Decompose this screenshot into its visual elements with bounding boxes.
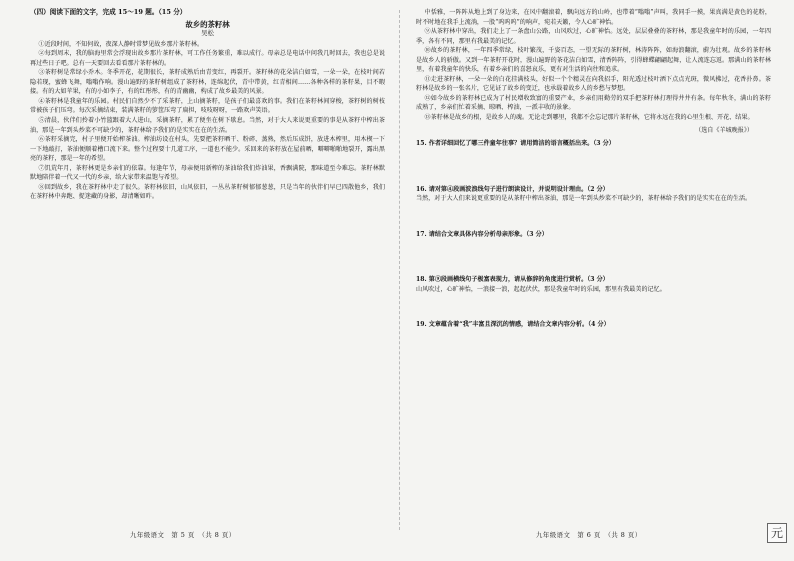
paragraph: ④茶籽林是我童年的乐园。村民们自然少不了采茶籽，上山摘茶籽，是孩子们最喜欢的事。我们在茶籽林间穿梭，茶籽树的树枝常被孩子们压弯。每次采摘结束，装满茶籽的箩筐压弯了扁担，吱吱呀呀，一路欢声笑语。 (30, 97, 385, 115)
page-footer-left: 九年级语文 第 5 页 （共 8 页） (130, 531, 236, 539)
corner-stamp: 元 (767, 523, 787, 543)
question-label: 19. 文章蕴含着“我”丰富且深沉的情感，请结合文章内容分析。（4 分） (416, 321, 610, 329)
question-list (416, 139, 771, 330)
question-quote: 山风吹过，心旷神怡，一浪接一浪，起起伏伏，那是我童年时的乐园，那里有我最美的记忆。 (416, 285, 666, 293)
paragraph: ⑬茶籽林是故乡的根，是故乡人的魂。无论走到哪里，我都不会忘记那片茶籽林，它将永远在我的心里生根、开花、结果。 (424, 114, 754, 122)
answer-space[interactable] (416, 239, 771, 275)
answer-space[interactable] (416, 294, 771, 320)
article-author: 吴松 (201, 29, 214, 38)
question-label: 18. 第⑨段画横线句子极富表现力，请从修辞的角度进行赏析。（3 分） (416, 276, 609, 284)
paragraph: ⑫如今故乡的茶籽林已成为了村民增收致富的重要产业，乡亲们用勤劳的双手把茶籽林打理得井井有条。每年秋冬，满山的茶籽成熟了，乡亲们忙着采摘、晾晒、榨油，一派丰收的景象。 (416, 94, 771, 112)
paragraph: ②每到周末，我的脑海里常会浮现出故乡那片茶籽林，可工作任务繁重，难以成行。母亲总是电话中问我几时回去，我也总是说再过些日子吧。总有一天要回去看看那片茶籽林的。 (30, 50, 385, 67)
article-title: 故乡的茶籽林 (185, 19, 230, 29)
question-label: 16. 请对第④段画波浪线句子进行朗读设计，并说明设计理由。（2 分） (416, 185, 609, 193)
paragraph: ⑩故乡的茶籽林，一年四季常绿，枝叶繁茂，千姿百态，一望无际的茶籽树，林涛阵阵，如海浪翻滚，蔚为壮观。故乡的茶籽林是故乡人的骄傲。又到一年茶籽开花时，漫山遍野的茶花洁白如雪，清香阵阵，引得蜂蝶翩翩起舞，让人流连忘返。那满山的茶籽林里，有着我童年的快乐，有着乡亲们的喜怒哀乐，更有对生活的向往和追求。 (416, 47, 771, 74)
question-label: 15. 作者详细回忆了哪三件童年往事？请用简洁的语言概括出来。（3 分） (416, 140, 615, 148)
paragraph: ①近段时间，不知何故，夜深人静时常梦见故乡那片茶籽林。 (38, 40, 204, 48)
paragraph: ⑨从茶籽林中穿出，我们走上了一条盘山公路，山风吹过，心旷神怡。远处，层层叠叠的茶籽林，那是我童年时的乐园，一年四季，各有不同，那里有我最美的记忆。 (416, 28, 771, 45)
column-divider (399, 10, 400, 530)
right-column (416, 8, 771, 330)
paragraph: ⑥茶籽采摘完，村子里便开始榨茶油。榨油坊设在村头，先要把茶籽晒干、粉碎、蒸熟，然后压成饼，放进木榨里，用木楔一下一下地敲打，茶油便顺着槽口流下来。整个过程要十几道工序，一道也不能少。采回来的茶籽放在屋前晒，噼噼啪啪地裂开，露出黑亮的茶籽，那是一年的希望。 (30, 136, 385, 163)
paragraph: ⑦饥荒年月，茶籽林更是乡亲们的依靠。每逢年节，母亲便用新榨的茶油给我们炸油果，香飘满院，那味道至今难忘。茶籽林默默地陪伴着一代又一代的乡亲，给大家带来温饱与希望。 (30, 164, 385, 182)
question-label: 17. 请结合文章具体内容分析母亲形象。（3 分） (416, 230, 548, 238)
paragraph: 中恬雅，一阵阵从地上到了身边来，在风中翻滚着，飘向远方的山岭，也带着“嗡嗡”声叫，我同手一摸，果真满是黄色的花粉，时不时地在我手上流淌，一股“呜呜呜”的响声，宛若天籁，令人心旷神怡。 (416, 9, 771, 26)
page-footer-right: 九年级语文 第 6 页 （共 8 页） (536, 531, 642, 539)
paragraph: ⑧回到故乡，我在茶籽林中走了很久。茶籽林依旧，山风依旧，一丛丛茶籽树郁郁葱葱，只是当年的伙伴们早已四散他乡，我们在茶籽林中奔跑、捉迷藏的身影，却清晰如昨。 (30, 183, 385, 201)
article-source: （选自《羊城晚报》） (695, 126, 753, 134)
paragraph: ⑪走进茶籽林，一朵一朵的白花挂满枝头，好似一个个精灵在向我招手，阳光透过枝叶洒下点点光斑，微风拂过，花香扑鼻。茶籽林是故乡的一张名片，它见证了故乡的变迁，也承载着故乡人的乡愁与梦想。 (416, 75, 771, 93)
left-paragraphs (30, 40, 385, 202)
left-column (30, 8, 385, 202)
right-paragraphs (416, 8, 771, 123)
paragraph: ③茶籽树是常绿小乔木。冬季开花，花期很长，茶籽成熟后由青变红，再裂开。茶籽林的花朵洁白如雪，一朵一朵，在枝叶间若隐若现，蜜蜂飞舞，嗡嗡作响。漫山遍野的茶籽树组成了茶籽林，连绵起伏，青中带黄，红青相间……各种各样的茶籽果，目不暇接。有的大如苹果，有的小如李子，有的红彤彤，有的青幽幽，构成了故乡最美的风景。 (30, 69, 385, 96)
answer-space[interactable] (416, 204, 771, 230)
section-heading: （四）阅读下面的文字，完成 15～19 题。（15 分） (30, 8, 187, 16)
answer-space[interactable] (416, 149, 771, 185)
question-quote: 当然，对于大人们来说更重要的是从茶籽中榨出茶油，那是一年到头炒菜不可缺少的，茶籽林给予我们的是实实在在的生活。 (416, 195, 752, 203)
paragraph: ⑤清晨，伙伴们拎着小竹篮跟着大人进山，采摘茶籽，累了便坐在树下歇息。当然，对于大人来说更重要的事是从茶籽中榨出茶油，那是一年到头炒菜不可缺少的，茶籽林给予我们的是实实在在的生活。 (30, 117, 385, 134)
